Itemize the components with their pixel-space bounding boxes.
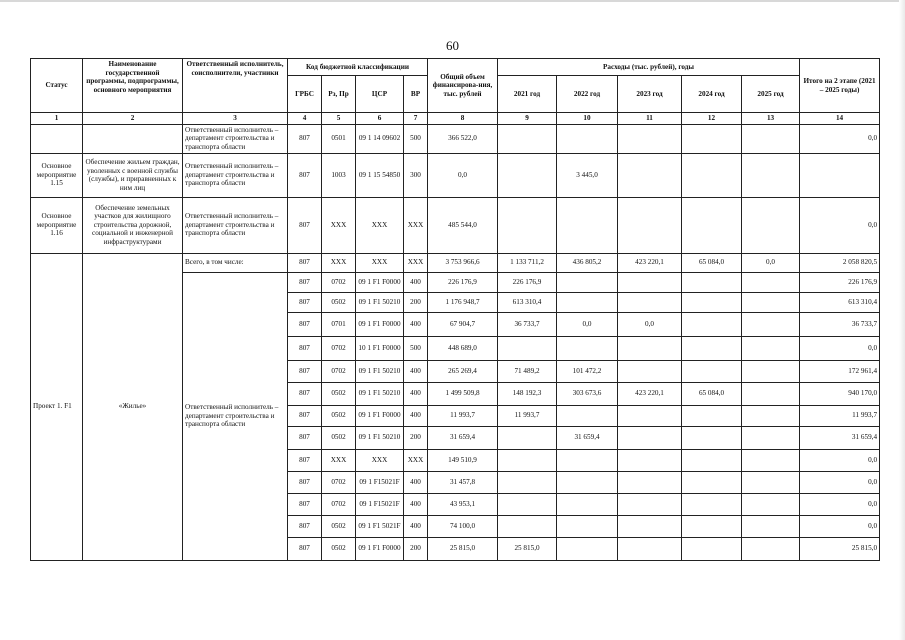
csr-cell: 09 1 F1 F0000 [356,312,404,336]
y2023-cell [618,336,682,360]
total-cell: 1 499 509,8 [428,382,498,405]
csr-cell: 09 1 F1 F0000 [356,272,404,292]
y2025-cell [742,360,800,382]
y2023-cell [618,537,682,560]
vr-cell: 500 [404,336,428,360]
vr-cell: 400 [404,471,428,493]
y2021-cell: 36 733,7 [498,312,557,336]
y2022-cell: 0,0 [557,312,618,336]
stage-total-cell: 0,0 [800,197,880,253]
y2021-cell: 11 993,7 [498,405,557,426]
y2023-cell [618,124,682,153]
y2024-cell [682,336,742,360]
name-cell: Обеспечение жильем граждан, уволенных с военной службы (службы), и приравненных к ним лиц [83,153,183,197]
rzpr-cell: 1003 [322,153,356,197]
grbs-cell: 807 [288,405,322,426]
grbs-cell: 807 [288,312,322,336]
y2024-cell [682,360,742,382]
column-number: 8 [428,113,498,125]
y2024-cell [682,292,742,312]
csr-cell: 09 1 F1 F0000 [356,405,404,426]
responsible-cell: Всего, в том числе: [183,253,288,272]
stage-total-cell: 0,0 [800,449,880,471]
table-row [31,124,880,153]
total-cell: 67 904,7 [428,312,498,336]
y2025-cell [742,336,800,360]
header-y2025: 2025 год [742,76,800,113]
status-cell: Проект 1. F1 [31,253,83,560]
csr-cell: 09 1 F1 50210 [356,292,404,312]
grbs-cell: 807 [288,426,322,449]
column-number: 7 [404,113,428,125]
grbs-cell: 807 [288,197,322,253]
y2021-cell [498,515,557,537]
y2022-cell: 436 805,2 [557,253,618,272]
y2024-cell [682,515,742,537]
vr-cell: 400 [404,515,428,537]
y2021-cell [498,471,557,493]
grbs-cell: 807 [288,537,322,560]
y2021-cell [498,124,557,153]
table-row [31,197,880,253]
header-total-volume: Общий объем финансирова-ния, тыс. рублей [428,59,498,113]
header-budget-code: Код бюджетной классификации [288,59,428,76]
y2023-cell: 423 220,1 [618,253,682,272]
header-y2023: 2023 год [618,76,682,113]
header-status: Статус [31,59,83,113]
rzpr-cell: 0702 [322,493,356,515]
y2021-cell: 1 133 711,2 [498,253,557,272]
stage-total-cell: 226 176,9 [800,272,880,292]
rzpr-cell: 0502 [322,382,356,405]
vr-cell: 300 [404,153,428,197]
y2022-cell [557,405,618,426]
csr-cell: 09 1 15 54850 [356,153,404,197]
y2022-cell [557,336,618,360]
header-total-stage: Итого на 2 этапе (2021 – 2025 годы) [800,59,880,113]
y2021-cell [498,153,557,197]
header-y2022: 2022 год [557,76,618,113]
header-responsible: Ответственный исполнитель, соисполнители, участники [183,59,288,113]
column-number: 12 [682,113,742,125]
responsible-cell: Ответственный исполнитель – департамент строительства и транспорта области [183,197,288,253]
total-cell: 485 544,0 [428,197,498,253]
csr-cell: 09 1 F15021F [356,471,404,493]
rzpr-cell: ХХХ [322,253,356,272]
y2023-cell [618,360,682,382]
y2022-cell [557,124,618,153]
csr-cell: 09 1 F1 5021F [356,515,404,537]
rzpr-cell: 0502 [322,426,356,449]
y2023-cell: 423 220,1 [618,382,682,405]
csr-cell: ХХХ [356,253,404,272]
vr-cell: 200 [404,426,428,449]
y2025-cell [742,382,800,405]
y2022-cell [557,272,618,292]
rzpr-cell: ХХХ [322,197,356,253]
y2023-cell [618,405,682,426]
y2025-cell [742,515,800,537]
rzpr-cell: 0502 [322,515,356,537]
y2024-cell [682,312,742,336]
total-cell: 3 753 966,6 [428,253,498,272]
column-number: 5 [322,113,356,125]
column-number: 1 [31,113,83,125]
rzpr-cell: 0502 [322,537,356,560]
rzpr-cell: 0701 [322,312,356,336]
total-cell: 448 689,0 [428,336,498,360]
rzpr-cell: 0501 [322,124,356,153]
y2022-cell [557,292,618,312]
y2021-cell [498,426,557,449]
y2023-cell [618,197,682,253]
name-cell: Обеспечение земельных участков для жилищного строительства дорожной, социальной и инженерной инфраструктурами [83,197,183,253]
vr-cell: 400 [404,360,428,382]
scan-right-edge [899,0,905,640]
table-row [31,153,880,197]
status-cell [31,124,83,153]
stage-total-cell: 0,0 [800,493,880,515]
y2025-cell [742,312,800,336]
column-number: 3 [183,113,288,125]
vr-cell: 200 [404,537,428,560]
total-cell: 25 815,0 [428,537,498,560]
y2023-cell [618,471,682,493]
responsible-cell: Ответственный исполнитель – департамент строительства и транспорта области [183,124,288,153]
total-cell: 1 176 948,7 [428,292,498,312]
name-cell [83,124,183,153]
vr-cell: 400 [404,493,428,515]
total-cell: 366 522,0 [428,124,498,153]
stage-total-cell: 25 815,0 [800,537,880,560]
rzpr-cell: 0702 [322,360,356,382]
y2025-cell [742,405,800,426]
y2024-cell: 65 084,0 [682,382,742,405]
y2024-cell [682,405,742,426]
total-cell: 265 269,4 [428,360,498,382]
y2025-cell [742,124,800,153]
rzpr-cell: 0702 [322,272,356,292]
y2021-cell [498,493,557,515]
rzpr-cell: 0702 [322,471,356,493]
responsible-cell: Ответственный исполнитель – департамент строительства и транспорта области [183,272,288,560]
grbs-cell: 807 [288,153,322,197]
grbs-cell: 807 [288,336,322,360]
vr-cell: 400 [404,272,428,292]
y2022-cell: 101 472,2 [557,360,618,382]
y2025-cell: 0,0 [742,253,800,272]
column-number: 9 [498,113,557,125]
y2022-cell [557,515,618,537]
y2022-cell [557,471,618,493]
header-vr: ВР [404,76,428,113]
y2024-cell [682,426,742,449]
y2022-cell: 31 659,4 [557,426,618,449]
status-cell: Основное мероприятие 1.16 [31,197,83,253]
y2025-cell [742,197,800,253]
rzpr-cell: 0702 [322,336,356,360]
y2025-cell [742,493,800,515]
csr-cell: 09 1 14 09602 [356,124,404,153]
vr-cell: 400 [404,405,428,426]
y2024-cell [682,197,742,253]
grbs-cell: 807 [288,272,322,292]
y2021-cell: 25 815,0 [498,537,557,560]
csr-cell: 09 1 F1 50210 [356,360,404,382]
y2021-cell [498,449,557,471]
vr-cell: 200 [404,292,428,312]
csr-cell: 09 1 F1 50210 [356,382,404,405]
csr-cell: 10 1 F1 F0000 [356,336,404,360]
header-expenses: Расходы (тыс. рублей), годы [498,59,800,76]
stage-total-cell: 31 659,4 [800,426,880,449]
y2023-cell [618,292,682,312]
y2023-cell [618,272,682,292]
y2022-cell [557,537,618,560]
y2024-cell: 65 084,0 [682,253,742,272]
y2021-cell: 613 310,4 [498,292,557,312]
rzpr-cell: 0502 [322,405,356,426]
csr-cell: 09 1 F1 50210 [356,426,404,449]
y2023-cell [618,449,682,471]
grbs-cell: 807 [288,253,322,272]
y2024-cell [682,493,742,515]
y2024-cell [682,272,742,292]
y2023-cell [618,515,682,537]
grbs-cell: 807 [288,292,322,312]
y2025-cell [742,153,800,197]
column-number: 11 [618,113,682,125]
header-row-1 [31,59,880,76]
y2021-cell: 71 489,2 [498,360,557,382]
vr-cell: 400 [404,382,428,405]
vr-cell: 500 [404,124,428,153]
header-csr: ЦСР [356,76,404,113]
vr-cell: ХХХ [404,253,428,272]
y2021-cell [498,336,557,360]
y2023-cell [618,493,682,515]
y2025-cell [742,272,800,292]
y2024-cell [682,471,742,493]
stage-total-cell: 613 310,4 [800,292,880,312]
grbs-cell: 807 [288,360,322,382]
grbs-cell: 807 [288,449,322,471]
y2021-cell: 148 192,3 [498,382,557,405]
csr-cell: 09 1 F1 F0000 [356,537,404,560]
rzpr-cell: 0502 [322,292,356,312]
y2024-cell [682,124,742,153]
grbs-cell: 807 [288,471,322,493]
total-cell: 226 176,9 [428,272,498,292]
scan-top-edge [0,0,905,2]
responsible-cell: Ответственный исполнитель – департамент строительства и транспорта области [183,153,288,197]
stage-total-cell: 0,0 [800,515,880,537]
y2025-cell [742,537,800,560]
y2024-cell [682,153,742,197]
total-cell: 31 659,4 [428,426,498,449]
total-cell: 149 510,9 [428,449,498,471]
column-number: 14 [800,113,880,125]
y2024-cell [682,449,742,471]
header-name: Наименование государственной программы, подпрограммы, основного мероприятия [83,59,183,113]
header-y2024: 2024 год [682,76,742,113]
table-row [31,253,880,272]
vr-cell: ХХХ [404,197,428,253]
stage-total-cell: 0,0 [800,471,880,493]
y2021-cell [498,197,557,253]
total-cell: 43 953,1 [428,493,498,515]
total-cell: 0,0 [428,153,498,197]
y2024-cell [682,537,742,560]
page-number: 60 [446,38,459,53]
stage-total-cell: 36 733,7 [800,312,880,336]
y2022-cell: 303 673,6 [557,382,618,405]
grbs-cell: 807 [288,515,322,537]
y2021-cell: 226 176,9 [498,272,557,292]
y2022-cell: 3 445,0 [557,153,618,197]
header-y2021: 2021 год [498,76,557,113]
column-number: 4 [288,113,322,125]
y2025-cell [742,449,800,471]
stage-total-cell: 2 058 820,5 [800,253,880,272]
header-grbs: ГРБС [288,76,322,113]
header-rzpr: Рз, Пр [322,76,356,113]
stage-total-cell: 172 961,4 [800,360,880,382]
y2023-cell: 0,0 [618,312,682,336]
total-cell: 11 993,7 [428,405,498,426]
vr-cell: 400 [404,312,428,336]
status-cell: Основное мероприятие 1.15 [31,153,83,197]
csr-cell: 09 1 F15021F [356,493,404,515]
y2023-cell [618,153,682,197]
stage-total-cell [800,153,880,197]
y2023-cell [618,426,682,449]
stage-total-cell: 0,0 [800,124,880,153]
total-cell: 74 100,0 [428,515,498,537]
y2022-cell [557,197,618,253]
grbs-cell: 807 [288,382,322,405]
y2025-cell [742,471,800,493]
stage-total-cell: 940 170,0 [800,382,880,405]
stage-total-cell: 0,0 [800,336,880,360]
budget-table [30,58,880,561]
column-number-row [31,113,880,125]
column-number: 6 [356,113,404,125]
vr-cell: ХХХ [404,449,428,471]
y2022-cell [557,493,618,515]
rzpr-cell: ХХХ [322,449,356,471]
y2025-cell [742,426,800,449]
csr-cell: ХХХ [356,449,404,471]
grbs-cell: 807 [288,124,322,153]
grbs-cell: 807 [288,493,322,515]
total-cell: 31 457,8 [428,471,498,493]
y2022-cell [557,449,618,471]
column-number: 10 [557,113,618,125]
csr-cell: ХХХ [356,197,404,253]
column-number: 13 [742,113,800,125]
stage-total-cell: 11 993,7 [800,405,880,426]
y2025-cell [742,292,800,312]
name-cell: «Жилье» [83,253,183,560]
column-number: 2 [83,113,183,125]
